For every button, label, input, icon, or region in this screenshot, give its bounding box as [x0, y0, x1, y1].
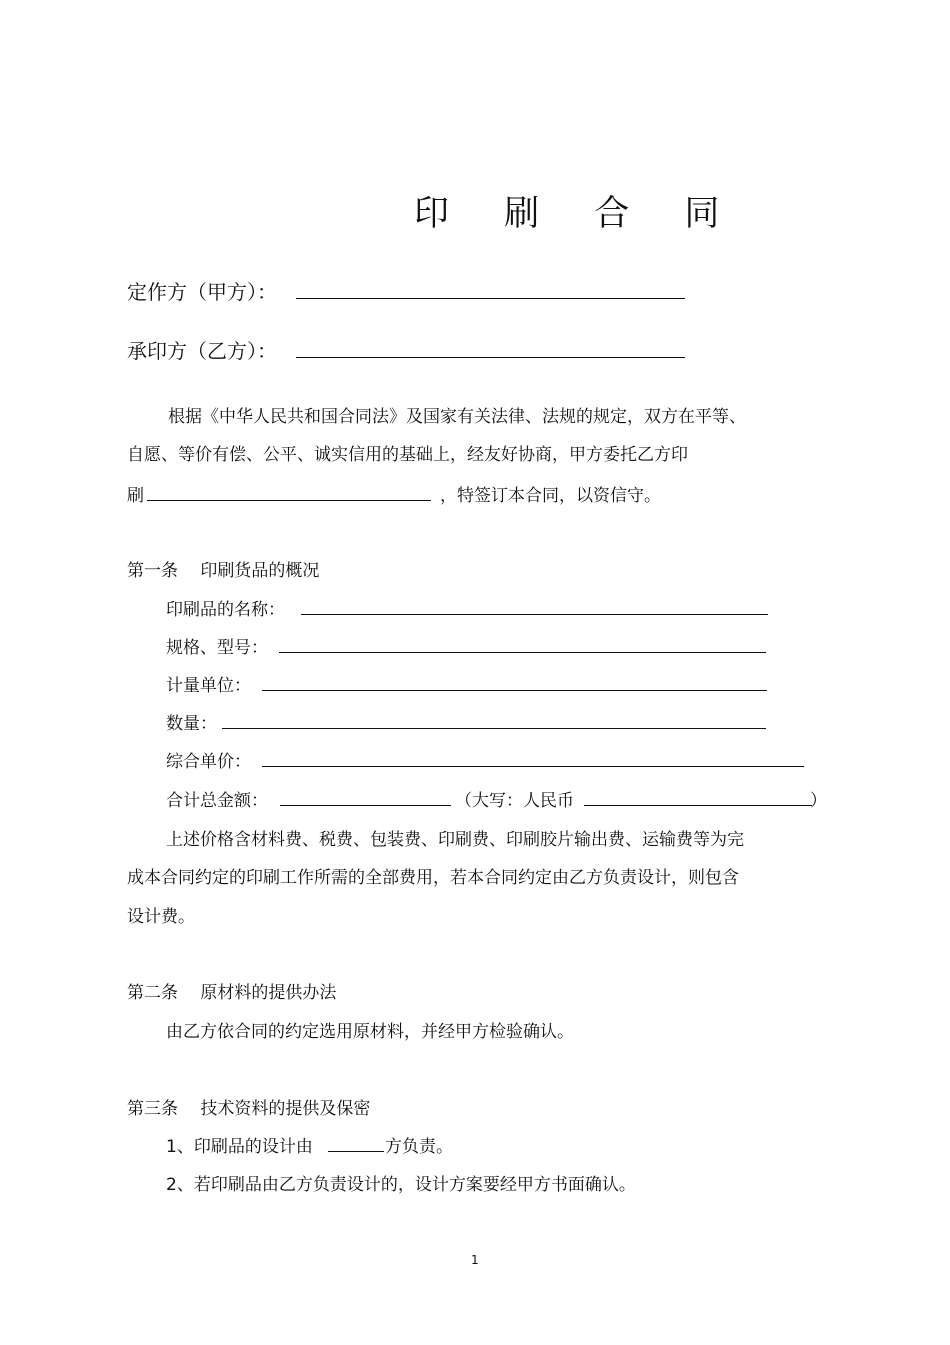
- field-quantity-label: 数量：: [166, 714, 217, 734]
- field-unit-price-blank: [262, 766, 804, 767]
- article-2-text: 由乙方依合同的约定选用原材料，并经甲方检验确认。: [166, 1022, 574, 1042]
- intro-line-3-suffix: ，特签订本合同，以资信守。: [440, 486, 661, 506]
- article-3-heading: 第三条 技术资料的提供及保密: [127, 1099, 371, 1119]
- document-title: 印 刷 合 同: [414, 194, 742, 234]
- field-quantity-blank: [222, 728, 766, 729]
- article-3-item-2: 2、若印刷品由乙方负责设计的，设计方案要经甲方书面确认。: [166, 1175, 636, 1195]
- page-number: 1: [471, 1253, 479, 1267]
- article-2-heading: 第二条 原材料的提供办法: [127, 983, 337, 1003]
- field-total-blank: [280, 805, 451, 806]
- article-1-note-line-3: 设计费。: [127, 907, 195, 927]
- designer-party-blank: [328, 1151, 384, 1152]
- field-total-close-paren: ）: [810, 791, 827, 811]
- article-1-note-line-1: 上述价格含材料费、税费、包装费、印刷费、印刷胶片输出费、运输费等为完: [166, 830, 744, 850]
- intro-line-1: 根据《中华人民共和国合同法》及国家有关法律、法规的规定，双方在平等、: [168, 407, 746, 427]
- article-3-item-1-suffix: 方负责。: [385, 1137, 453, 1157]
- field-name-label: 印刷品的名称：: [166, 600, 285, 620]
- field-unit-blank: [262, 690, 767, 691]
- field-spec-blank: [279, 652, 766, 653]
- article-1-note-line-2: 成本合同约定的印刷工作所需的全部费用，若本合同约定由乙方负责设计，则包含: [127, 868, 739, 888]
- party-a-label: 定作方（甲方）：: [127, 280, 277, 304]
- print-item-blank: [147, 500, 431, 501]
- intro-line-2: 自愿、等价有偿、公平、诚实信用的基础上，经友好协商，甲方委托乙方印: [127, 445, 688, 465]
- field-total-upper-blank: [584, 805, 812, 806]
- field-total-upper-label: （大写：人民币: [455, 791, 574, 811]
- field-total-label: 合计总金额：: [166, 791, 268, 811]
- intro-line-3-prefix: 刷: [127, 486, 144, 506]
- article-3-item-1-prefix: 1、印刷品的设计由: [166, 1137, 313, 1157]
- field-unit-label: 计量单位：: [166, 676, 251, 696]
- field-unit-price-label: 综合单价：: [166, 752, 251, 772]
- party-b-label: 承印方（乙方）：: [127, 339, 277, 363]
- party-a-blank: [296, 298, 685, 299]
- party-b-blank: [296, 357, 685, 358]
- article-1-heading: 第一条 印刷货品的概况: [127, 561, 320, 581]
- field-spec-label: 规格、型号：: [166, 638, 268, 658]
- field-name-blank: [301, 614, 768, 615]
